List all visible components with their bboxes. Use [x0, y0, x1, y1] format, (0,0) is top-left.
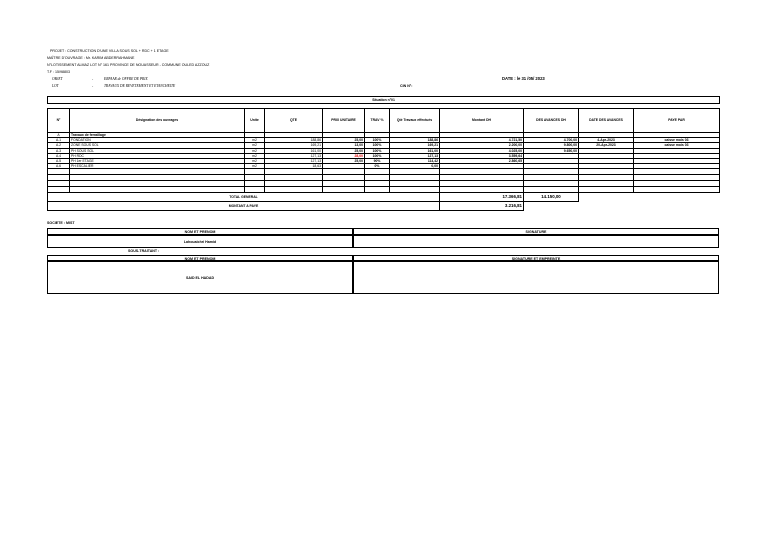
- cell-unite: m2: [245, 138, 265, 143]
- sig1-head-left: NOM ET PRENOM: [184, 230, 216, 234]
- societe-label: SOCIETE : MIST: [47, 221, 75, 225]
- sig2-head-right: SIGNATURE ET EMPREINTE: [511, 256, 561, 261]
- cell-designation: ZONE SOUS SOL: [70, 143, 245, 148]
- cell-avances: 9.650,00: [524, 148, 579, 153]
- situation-table: [47, 96, 720, 211]
- montant-payer-value: 3.216,81: [440, 202, 524, 211]
- col-designation: Désignation des ouvrages: [70, 109, 245, 133]
- cell-montant: 3.559,64: [440, 153, 524, 158]
- cell-trav-pct: 100%: [365, 143, 390, 148]
- cell-montant: 4.025,00: [440, 148, 524, 153]
- sig2-signature-box: [353, 261, 719, 294]
- cell-qte-effectues: 0,00: [390, 164, 440, 169]
- cell-montant: 4.721,50: [440, 138, 524, 143]
- cell-trav-pct: 0%: [365, 164, 390, 169]
- cell-n: A.1: [48, 138, 70, 143]
- col-qte-effectues: Qté Travaux effectués: [390, 109, 440, 133]
- cell-paye-par: caisse mois 03: [634, 143, 720, 148]
- montant-payer-row: [48, 202, 720, 211]
- sig2-name-box: [47, 261, 353, 294]
- maitre-ouvrage: MAÎTRE D'OUVRAGE : Mr. KARIM ABDERRAHMANE: [47, 56, 135, 60]
- cell-date-avances: 4-Apr-2023: [579, 138, 634, 143]
- cell-prix-unitaire: 13,00: [323, 143, 365, 148]
- lot-sep: -: [92, 84, 94, 88]
- project-title: PROJET : CONSTRUCTION D'UNE VILLA SOUS SOL + RDC + 1 ETAGE: [50, 49, 169, 53]
- cell-trav-pct: 100%: [365, 138, 390, 143]
- cell-qte-effectues: 114,42: [390, 159, 440, 164]
- cell-qte: 169,21: [265, 143, 323, 148]
- cell-n: A.6: [48, 164, 70, 169]
- cell-qte-effectues: 161,00: [390, 148, 440, 153]
- total-general-value: 17.366,81: [440, 193, 524, 202]
- cell-avances: 9.800,00: [524, 143, 579, 148]
- lot-value: TRAVAUX DE REVETEMENT ET ETANCHEITE: [104, 84, 176, 88]
- cell-prix-unitaire: 25,00: [323, 159, 365, 164]
- sig1-name-box: [47, 235, 353, 248]
- cell-n: A.2: [48, 143, 70, 148]
- cell-qte: 18,63: [265, 164, 323, 169]
- cell-designation: PH RDC: [70, 153, 245, 158]
- cell-qte-effectues: 127,13: [390, 153, 440, 158]
- cell-n: A.5: [48, 159, 70, 164]
- total-general-row: [48, 193, 720, 202]
- sig1-head-left-box: [47, 228, 353, 235]
- cell-date-avances: 20-Apr-2023: [579, 143, 634, 148]
- sig1-name: Lahouaichri Hamid: [183, 240, 217, 244]
- col-paye-par: PAYE PAR: [634, 109, 720, 133]
- cell-prix-unitaire: 25,00: [323, 148, 365, 153]
- total-general-label: TOTAL GENERAL: [48, 193, 440, 202]
- cell-trav-pct: 100%: [365, 148, 390, 153]
- cell-qte-effectues: 169,21: [390, 143, 440, 148]
- lot-label: LOT: [52, 84, 59, 88]
- col-n: N°: [48, 109, 70, 133]
- cell-paye-par: caisse mois 03: [634, 138, 720, 143]
- lotissement: N°LOTISSEMENT ALMAZ LOT N° 161 PROVINCE DE NOUASSEUR - COMMUNE OULED AZZOUZ: [47, 63, 210, 67]
- objet-value: ERFAAR de OFFRE DE PRIX: [104, 77, 148, 81]
- col-avances: DES AVANCES DH: [524, 109, 579, 133]
- cell-prix-unitaire: 28,00: [323, 153, 365, 158]
- col-qte: QTE: [265, 109, 323, 133]
- sous-traitant-label: SOUS-TRAITANT :: [128, 249, 160, 253]
- cell-trav-pct: 100%: [365, 153, 390, 158]
- titre-foncier: T.F : 15/98803: [47, 70, 70, 74]
- sig2-head-left: NOM ET PRENOM: [184, 256, 216, 261]
- cell-n: A: [48, 133, 70, 138]
- cin-label: CIN N°:: [400, 84, 413, 88]
- header-row: [48, 109, 720, 133]
- col-prix-unitaire: PRIX UNITAIRE: [323, 109, 365, 133]
- cell-unite: m2: [245, 148, 265, 153]
- cell-qte: 188,86: [265, 138, 323, 143]
- cell-unite: m2: [245, 153, 265, 158]
- date-label: DATE : le 31 /05/ 2023: [502, 76, 545, 81]
- sig2-name: SAID EL HADAD: [185, 276, 215, 280]
- cell-unite: m2: [245, 164, 265, 169]
- cell-prix-unitaire: 25,00: [323, 138, 365, 143]
- cell-qte: 127,13: [265, 159, 323, 164]
- cell-unite: m2: [245, 159, 265, 164]
- sig1-head-right: SIGNATURE: [525, 230, 547, 234]
- cell-designation: PH ESCALIER: [70, 164, 245, 169]
- objet-sep: -: [92, 77, 94, 81]
- col-montant: Montant DH: [440, 109, 524, 133]
- col-date-avances: DATE DES AVANCES: [579, 109, 634, 133]
- cell-designation: PH SOUS SOL: [70, 148, 245, 153]
- situation-title: Situation n°01: [48, 97, 720, 104]
- sig1-signature-box: [353, 235, 719, 248]
- cell-designation: FONDATION: [70, 138, 245, 143]
- cell-n: A.4: [48, 153, 70, 158]
- cell-unite: m2: [245, 143, 265, 148]
- cell-designation: Travaux de ferraillage: [70, 133, 245, 138]
- cell-montant: 2.200,00: [440, 143, 524, 148]
- sig1-head-right-box: [353, 228, 719, 235]
- cell-qte: 127,13: [265, 153, 323, 158]
- col-unite: Unite: [245, 109, 265, 133]
- cell-montant: 2.860,65: [440, 159, 524, 164]
- montant-payer-label: MONTANT A PAYE: [48, 202, 440, 211]
- cell-n: A.3: [48, 148, 70, 153]
- cell-qte-effectues: 188,86: [390, 138, 440, 143]
- cell-designation: PH 1er ETAGE: [70, 159, 245, 164]
- total-avances-value: 14.150,00: [524, 193, 579, 202]
- objet-label: OBJET: [52, 77, 63, 81]
- cell-trav-pct: 90%: [365, 159, 390, 164]
- col-trav-pct: TRAV %: [365, 109, 390, 133]
- cell-avances: 4.700,00: [524, 138, 579, 143]
- cell-qte: 161,00: [265, 148, 323, 153]
